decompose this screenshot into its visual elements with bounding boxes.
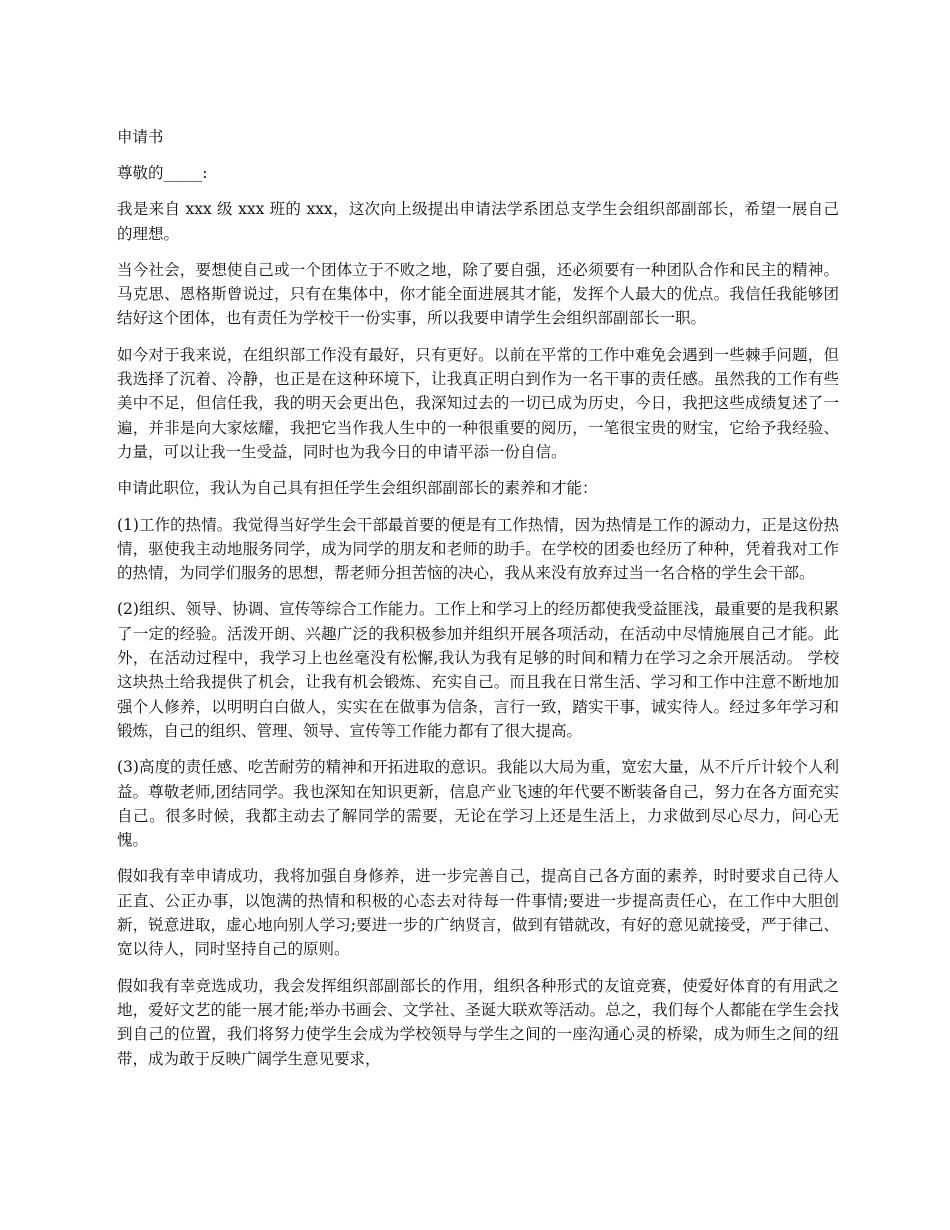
document-page [117, 125, 839, 1083]
paragraph-experience: 如今对于我来说，在组织部工作没有最好，只有更好。以前在平常的工作中难免会遇到一些棘手问题，但我选择了沉着、冷静，也正是在这种环境下，让我真正明白到作为一名干事的责任感。虽然我的工作有些美中不足，但信任我，我的明天会更出色，我深知过去的一切已成为历史，今日，我把这些成绩复述了一遍，并非是向大家炫耀，我把它当作我人生中的一种很重要的阅历，一笔很宝贵的财宝，它给予我经验、力量，可以让我一生受益，同时也为我今日的申请平添一份自信。 [117, 345, 839, 461]
paragraph-point-2: (2)组织、领导、协调、宣传等综合工作能力。工作上和学习上的经历都使我受益匪浅，最重要的是我积累了一定的经验。活泼开朗、兴趣广泛的我积极参加并组织开展各项活动，在活动中尽情施展自己才能。此外，在活动过程中，我学习上也丝毫没有松懈,我认为我有足够的时间和精力在学习之余开展活动。 学校这块热土给我提供了机会，让我有机会锻炼、充实自己。而且我在日常生活、学习和工作中注意不断地加强个人修养，以明明白白做人，实实在在做事为信条，言行一致，踏实干事，诚实待人。经过多年学习和锻炼，自己的组织、管理、领导、宣传等工作能力都有了很大提高。 [117, 600, 839, 740]
paragraph-teamwork: 当今社会，要想使自己或一个团体立于不败之地，除了要自强，还必须要有一种团队合作和民主的精神。马克思、恩格斯曾说过，只有在集体中，你才能全面进展其才能，发挥个人最大的优点。我信任我能够团结好这个团体，也有责任为学校干一份实事，所以我要申请学生会组织部副部长一职。 [117, 260, 839, 328]
paragraph-point-1: (1)工作的热情。我觉得当好学生会干部最首要的便是有工作热情，因为热情是工作的源动力，正是这份热情，驱使我主动地服务同学，成为同学的朋友和老师的助手。在学校的团委也经历了种种，凭着我对工作的热情，为同学们服务的思想，帮老师分担苦恼的决心，我从来没有放弃过当一名合格的学生会干部。 [117, 515, 839, 583]
document-title: 申请书 [117, 128, 164, 146]
paragraph-qualifications-intro: 申请此职位，我认为自己具有担任学生会组织部副部长的素养和才能： [117, 479, 598, 498]
paragraph-intro: 我是来自 xxx 级 xxx 班的 xxx，这次向上级提出申请法学系团总支学生会组织部副部长，希望一展自己的理想。 [117, 200, 839, 243]
paragraph-if-successful-2: 假如我有幸竞选成功，我会发挥组织部副部长的作用，组织各种形式的友谊竞赛，使爱好体育的有用武之地，爱好文艺的能一展才能;举办书画会、文学社、圣诞大联欢等活动。总之，我们每个人都能在学生会找到自己的位置，我们将努力使学生会成为学校领导与学生之间的一座沟通心灵的桥梁，成为师生之间的纽带，成为敢于反映广阔学生意见要求， [117, 976, 839, 1068]
paragraph-if-successful-1: 假如我有幸申请成功，我将加强自身修养，进一步完善自己，提高自己各方面的素养，时时要求自己待人正直、公正办事，以饱满的热情和积极的心态去对待每一件事情;要进一步提高责任心，在工作中大胆创新，锐意进取，虚心地向别人学习;要进一步的广纳贤言，做到有错就改，有好的意见就接受，严于律己、宽以待人，同时坚持自己的原则。 [117, 867, 839, 959]
salutation: 尊敬的_____: [117, 164, 208, 182]
paragraph-point-3: (3)高度的责任感、吃苦耐劳的精神和开拓进取的意识。我能以大局为重，宽宏大量，从不斤斤计较个人利益。尊敬老师,团结同学。我也深知在知识更新，信息产业飞速的年代要不断装备自己，努力在各方面充实自己。很多时候，我都主动去了解同学的需要，无论在学习上还是生活上，力求做到尽心尽力，问心无愧。 [117, 758, 839, 850]
